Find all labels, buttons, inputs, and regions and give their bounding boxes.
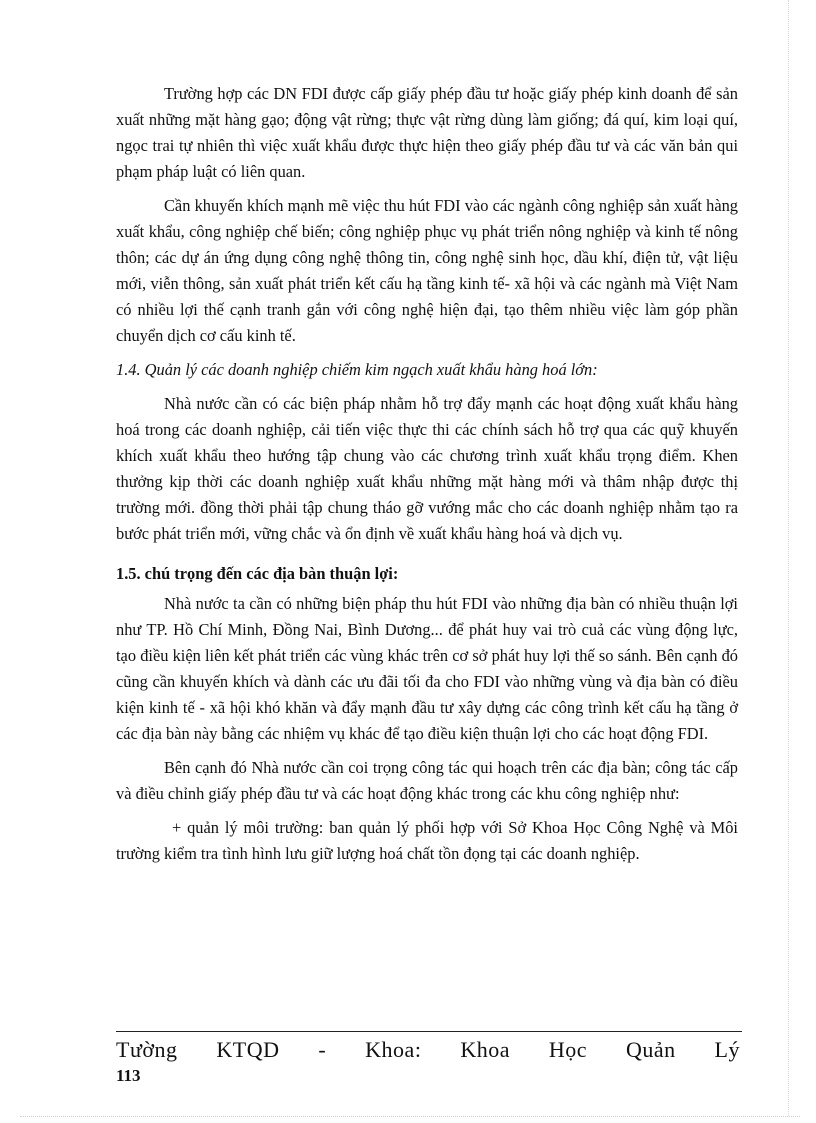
list-item-environment: + quản lý môi trường: ban quản lý phối hợp với Sở Khoa Học Công Nghệ và Môi trường kiểm tra tình hình lưu giữ lượng hoá chất tồn đọng tại các doanh nghiệp. bbox=[116, 818, 738, 863]
document-body bbox=[116, 81, 738, 875]
footer-divider bbox=[116, 1031, 742, 1032]
footer-institution: Tường KTQD - Khoa: Khoa Học Quản Lý bbox=[116, 1037, 740, 1062]
paragraph-fdi-attraction: Cần khuyến khích mạnh mẽ việc thu hút FDI vào các ngành công nghiệp sản xuất hàng xuất khẩu, công nghiệp chế biến; công nghiệp phục vụ phát triển nông nghiệp và kinh tế nông thôn; các dự án ứng dụng công nghệ thông tin, công nghệ sinh học, dầu khí, điện tử, vật liệu mới, viễn thông, sản xuất phát triển kết cấu hạ tầng kinh tế- xã hội và các ngành mà Việt Nam có nhiều lợi thế cạnh tranh gắn với công nghệ hiện đại, tạo thêm nhiều việc làm góp phần chuyển dịch cơ cấu kinh tế. bbox=[116, 196, 738, 345]
paragraph-favorable-areas: Nhà nước ta cần có những biện pháp thu hút FDI vào những địa bàn có nhiều thuận lợi như TP. Hồ Chí Minh, Đồng Nai, Bình Dương... để phát huy vai trò cuả các vùng động lực, tạo điều kiện liên kết phát triển các vùng khác trên cơ sở phát huy lợi thế so sánh. Bên cạnh đó cũng cần khuyến khích và dành các ưu đãi tối đa cho FDI vào những vùng và địa bàn có điều kiện kinh tế - xã hội khó khăn và đẩy mạnh đầu tư xây dựng các công trình kết cấu hạ tầng ở các địa bàn này bằng các nhiệm vụ khác để tạo điều kiện thuận lợi cho các hoạt động FDI. bbox=[116, 594, 738, 743]
paragraph-fdi-licensing: Trường hợp các DN FDI được cấp giấy phép đầu tư hoặc giấy phép kinh doanh để sản xuất những mặt hàng gạo; động vật rừng; thực vật rừng dùng làm giống; đá quí, kim loại quí, ngọc trai tự nhiên thì việc xuất khẩu được thực hiện theo giấy phép đầu tư và các văn bản qui phạm pháp luật có liên quan. bbox=[116, 84, 738, 181]
section-heading-1-5: 1.5. chú trọng đến các địa bàn thuận lợi: bbox=[116, 564, 399, 583]
page-bottom-guide bbox=[20, 1116, 800, 1117]
paragraph-planning: Bên cạnh đó Nhà nước cần coi trọng công tác qui hoạch trên các địa bàn; công tác cấp và điều chỉnh giấy phép đầu tư và các hoạt động khác trong các khu công nghiệp như: bbox=[116, 758, 738, 803]
paragraph-export-support: Nhà nước cần có các biện pháp nhằm hỗ trợ đẩy mạnh các hoạt động xuất khẩu hàng hoá trong các doanh nghiệp, cải tiến việc thực thi các chính sách hỗ trợ qua các quỹ khuyến khích xuất khẩu theo hướng tập chung vào các chương trình xuất khẩu trọng điểm. Khen thưởng kịp thời các doanh nghiệp xuất khẩu những mặt hàng mới và thâm nhập được thị trường mới. đồng thời phải tập chung tháo gỡ vướng mắc cho các doanh nghiệp nhằm tạo ra bước phát triển mới, vững chắc và ổn định về xuất khẩu hàng hoá và dịch vụ. bbox=[116, 394, 738, 543]
section-heading-1-4: 1.4. Quản lý các doanh nghiệp chiếm kim ngạch xuất khẩu hàng hoá lớn: bbox=[116, 360, 598, 379]
page-number: 113 bbox=[116, 1066, 141, 1085]
page-edge-guide bbox=[788, 0, 789, 1116]
